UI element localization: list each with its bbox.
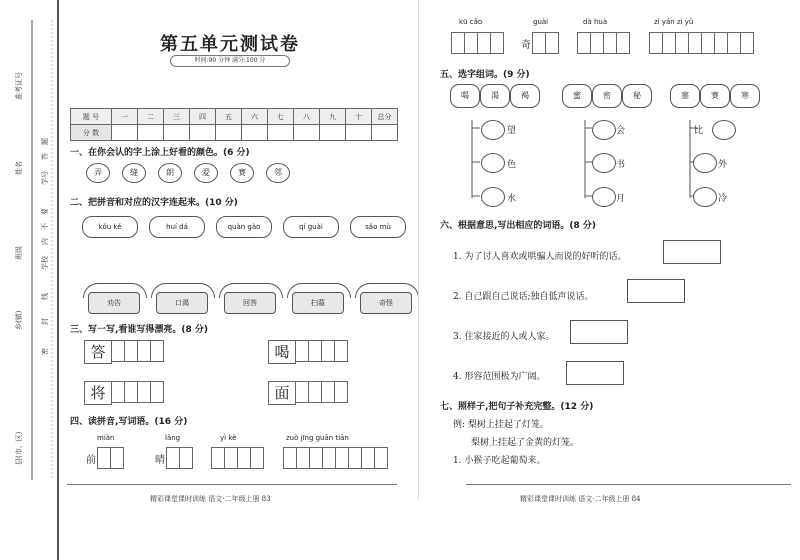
butterfly-char[interactable]: 塞: [670, 84, 700, 108]
butterfly-char[interactable]: 寒: [730, 84, 760, 108]
right-footer-rule: [466, 484, 791, 485]
answer-box[interactable]: [663, 240, 721, 264]
q5-char: 书: [616, 160, 626, 170]
label-town: 乡(镇): [15, 310, 23, 330]
rp-pinyin-2: guài: [533, 18, 549, 26]
q5-title: 五、选字组词。(9 分): [440, 70, 530, 80]
q5-butterfly-group-2: [562, 84, 652, 108]
pinyin-lantern[interactable]: huí dá: [149, 216, 205, 238]
q7-question-1: 1. 小猴子吃起葡萄来。: [453, 456, 546, 466]
q5-char: 水: [507, 194, 517, 204]
word-basket[interactable]: 奇怪: [360, 292, 412, 314]
write-cell[interactable]: [334, 340, 348, 362]
score-cell[interactable]: [346, 125, 372, 141]
butterfly-char[interactable]: 赛: [700, 84, 730, 108]
label-name: 姓名: [15, 161, 23, 175]
q1-apples: [86, 163, 290, 183]
write-cell[interactable]: [701, 32, 715, 54]
write-cell[interactable]: [374, 447, 388, 469]
score-header-cell: 三: [164, 109, 190, 125]
rp-blank-4: [650, 32, 754, 54]
q6-item: 1. 为了讨人喜欢或哄骗人而说的好听的话。: [453, 252, 627, 262]
apple-char[interactable]: 弄: [86, 163, 110, 183]
score-header-cell: 六: [242, 109, 268, 125]
write-cell[interactable]: [590, 32, 604, 54]
apple-char[interactable]: 缝: [122, 163, 146, 183]
write-cell[interactable]: [137, 340, 151, 362]
q7-example-full: 梨树上挂起了金黄的灯笼。: [471, 438, 580, 448]
label-seal-6: 要: [41, 208, 49, 215]
write-cell[interactable]: [321, 381, 335, 403]
write-cell[interactable]: [603, 32, 617, 54]
write-cell[interactable]: [714, 32, 728, 54]
q4-pinyin-4: zuò jīng guān tiān: [286, 434, 349, 442]
model-char: 面: [268, 381, 296, 405]
q4-prefix: 前: [86, 454, 96, 466]
score-header-cell: 总分: [372, 109, 398, 125]
right-footer: 精彩课堂课时训练 语文·二年级上册 84: [520, 495, 641, 503]
apple-char[interactable]: 朗: [158, 163, 182, 183]
score-cell[interactable]: [138, 125, 164, 141]
apple-char[interactable]: 爱: [194, 163, 218, 183]
rp-prefix: 奇: [521, 39, 531, 51]
write-cell[interactable]: [308, 340, 322, 362]
write-cell[interactable]: [111, 340, 125, 362]
q5-char: 会: [616, 126, 626, 136]
write-cell[interactable]: [250, 447, 264, 469]
score-header-cell: 一: [112, 109, 138, 125]
q3-row-2: [268, 340, 348, 364]
score-header-cell: 五: [216, 109, 242, 125]
q6-item: 4. 形容范围极为广阔。: [453, 372, 546, 382]
write-cell[interactable]: [179, 447, 193, 469]
score-cell[interactable]: [242, 125, 268, 141]
blank-apple[interactable]: [592, 153, 616, 173]
blank-apple[interactable]: [693, 187, 717, 207]
q1-title: 一、在你会认的字上涂上好看的颜色。(6 分): [70, 148, 250, 158]
model-char: 喝: [268, 340, 296, 364]
write-cell[interactable]: [150, 340, 164, 362]
write-cell[interactable]: [335, 447, 349, 469]
write-cell[interactable]: [740, 32, 754, 54]
label-seal-1: 密: [41, 348, 49, 355]
apple-char[interactable]: 邻: [266, 163, 290, 183]
write-cell[interactable]: [283, 447, 297, 469]
write-cell[interactable]: [321, 340, 335, 362]
write-cell[interactable]: [577, 32, 591, 54]
write-cell[interactable]: [309, 447, 323, 469]
rp-blank-3: [578, 32, 630, 54]
score-header-cell: 十: [346, 109, 372, 125]
write-cell[interactable]: [295, 381, 309, 403]
blank-apple[interactable]: [592, 187, 616, 207]
write-cell[interactable]: [224, 447, 238, 469]
label-class: 班级: [15, 246, 23, 260]
write-cell[interactable]: [334, 381, 348, 403]
word-basket[interactable]: 劝告: [88, 292, 140, 314]
write-cell[interactable]: [211, 447, 225, 469]
write-cell[interactable]: [124, 381, 138, 403]
rp-pinyin-1: kū cǎo: [459, 18, 483, 26]
score-cell[interactable]: [372, 125, 398, 141]
write-cell[interactable]: [110, 447, 124, 469]
blank-apple[interactable]: [592, 120, 616, 140]
rp-blank-2: [521, 32, 559, 54]
q5-butterfly-group-3: [670, 84, 760, 108]
apple-char[interactable]: 赛: [230, 163, 254, 183]
q4-pinyin-2: lǎng: [165, 434, 181, 442]
blank-apple[interactable]: [481, 153, 505, 173]
write-cell[interactable]: [616, 32, 630, 54]
q5-char: 比: [694, 126, 704, 136]
answer-box[interactable]: [570, 320, 628, 344]
blank-apple[interactable]: [481, 120, 505, 140]
word-basket[interactable]: 扫墓: [292, 292, 344, 314]
q5-char: 色: [507, 160, 517, 170]
q7-example-label: 例: 梨树上挂起了灯笼。: [453, 420, 549, 430]
q3-title: 三、写一写,看谁写得漂亮。(8 分): [70, 325, 209, 335]
pinyin-lantern[interactable]: sǎo mù: [350, 216, 406, 238]
write-cell[interactable]: [150, 381, 164, 403]
pinyin-lantern[interactable]: quàn gào: [216, 216, 272, 238]
write-cell[interactable]: [662, 32, 676, 54]
write-cell[interactable]: [451, 32, 465, 54]
score-cell[interactable]: [268, 125, 294, 141]
label-county: 县(市、区): [15, 431, 23, 465]
write-cell[interactable]: [308, 381, 322, 403]
q7-title: 七、照样子,把句子补充完整。(12 分): [440, 402, 594, 412]
q4-pinyin-3: yì kè: [220, 434, 237, 442]
write-cell[interactable]: [361, 447, 375, 469]
butterfly-char[interactable]: 密: [592, 84, 622, 108]
score-cell[interactable]: [216, 125, 242, 141]
q2-baskets: [88, 292, 412, 314]
q4-blank-1: [86, 447, 124, 469]
margin-lines: [0, 0, 62, 560]
write-cell[interactable]: [111, 381, 125, 403]
write-cell[interactable]: [727, 32, 741, 54]
q4-title: 四、读拼音,写词语。(16 分): [70, 417, 188, 427]
label-seal-2: 封: [41, 318, 49, 325]
left-footer-rule: [67, 484, 397, 485]
model-char: 答: [84, 340, 112, 364]
score-cell[interactable]: [320, 125, 346, 141]
write-cell[interactable]: [477, 32, 491, 54]
word-basket[interactable]: 口渴: [156, 292, 208, 314]
butterfly-char[interactable]: 秘: [622, 84, 652, 108]
write-cell[interactable]: [296, 447, 310, 469]
score-header-cell: 九: [320, 109, 346, 125]
rp-pinyin-3: dà huà: [583, 18, 608, 26]
word-basket[interactable]: 回答: [224, 292, 276, 314]
label-seal-4: 内: [41, 238, 49, 245]
blank-apple[interactable]: [481, 187, 505, 207]
answer-box[interactable]: [627, 279, 685, 303]
q5-butterfly-group-1: [450, 84, 540, 108]
write-cell[interactable]: [545, 32, 559, 54]
score-header-cell: 题 号: [71, 109, 112, 125]
pinyin-lantern[interactable]: kǒu kě: [82, 216, 138, 238]
score-table: [70, 108, 398, 141]
q3-row-4: [268, 381, 348, 405]
write-cell[interactable]: [532, 32, 546, 54]
pinyin-lantern[interactable]: qí guài: [283, 216, 339, 238]
left-footer: 精彩课堂课时训练 语文·二年级上册 83: [150, 495, 271, 503]
q3-row-1: [84, 340, 164, 364]
blank-apple[interactable]: [693, 153, 717, 173]
label-student-number: 学号: [41, 171, 49, 185]
binding-margin: [0, 0, 62, 560]
score-cell[interactable]: [294, 125, 320, 141]
score-header-cell: 二: [138, 109, 164, 125]
q4-blank-4: [284, 447, 388, 469]
write-cell[interactable]: [322, 447, 336, 469]
label-exam-number: 准考证号: [15, 72, 23, 100]
write-cell[interactable]: [675, 32, 689, 54]
exam-meta: 时间:90 分钟 满分:100 分: [170, 55, 290, 67]
write-cell[interactable]: [295, 340, 309, 362]
butterfly-char[interactable]: 蜜: [562, 84, 592, 108]
q6-title: 六、根据意思,写出相应的词语。(8 分): [440, 221, 597, 231]
label-seal-5: 不: [41, 223, 49, 230]
q6-item: 3. 住家接近的人或人家。: [453, 332, 555, 342]
page-title: 第五单元测试卷: [160, 34, 300, 55]
butterfly-char[interactable]: 渴: [480, 84, 510, 108]
q6-item: 2. 自己跟自己说话;独自低声说话。: [453, 292, 594, 302]
label-seal-3: 线: [41, 293, 49, 300]
butterfly-char[interactable]: 褐: [510, 84, 540, 108]
model-char: 将: [84, 381, 112, 405]
score-cell[interactable]: [190, 125, 216, 141]
label-school: 学校: [41, 256, 49, 270]
q3-row-3: [84, 381, 164, 405]
q5-char: 月: [616, 194, 626, 204]
score-header-cell: 七: [268, 109, 294, 125]
q2-title: 二、把拼音和对应的汉字连起来。(10 分): [70, 198, 238, 208]
score-row-label: 分 数: [71, 125, 112, 141]
write-cell[interactable]: [166, 447, 180, 469]
write-cell[interactable]: [688, 32, 702, 54]
q2-lanterns: [82, 216, 406, 238]
q5-char: 冷: [718, 194, 728, 204]
write-cell[interactable]: [464, 32, 478, 54]
write-cell[interactable]: [348, 447, 362, 469]
blank-apple[interactable]: [712, 120, 736, 140]
q5-char: 望: [507, 126, 517, 136]
answer-box[interactable]: [566, 361, 624, 385]
write-cell[interactable]: [97, 447, 111, 469]
q5-char: 外: [718, 160, 728, 170]
label-seal-8: 题: [41, 138, 49, 145]
write-cell[interactable]: [649, 32, 663, 54]
rp-blank-1: [452, 32, 504, 54]
page-fold: [418, 0, 419, 500]
write-cell[interactable]: [490, 32, 504, 54]
score-header-cell: 四: [190, 109, 216, 125]
q4-prefix: 晴: [155, 454, 165, 466]
score-cell[interactable]: [112, 125, 138, 141]
label-seal-7: 答: [41, 153, 49, 160]
write-cell[interactable]: [124, 340, 138, 362]
write-cell[interactable]: [237, 447, 251, 469]
score-header-cell: 八: [294, 109, 320, 125]
write-cell[interactable]: [137, 381, 151, 403]
q4-blank-3: [212, 447, 264, 469]
butterfly-char[interactable]: 喝: [450, 84, 480, 108]
q4-pinyin-1: miàn: [97, 434, 115, 442]
score-cell[interactable]: [164, 125, 190, 141]
rp-pinyin-4: zì yán zì yǔ: [654, 18, 694, 26]
q4-blank-2: [155, 447, 193, 469]
